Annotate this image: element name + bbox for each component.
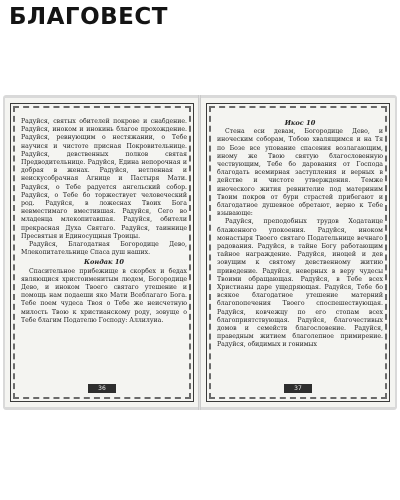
section-heading: Икос 10 [284, 119, 316, 127]
paragraph: Спасительное прибежище в скорбех и бедах являющися христоименитым людем, Богородице Дево, и иноком Твоего святаго утешение и помощь нам подаеши яко Мати Всеблагаго Бога. Тебе поем чудеса Твоя о Тебе же неисчетную милость Твою к христианскому роду, зовуще о Тебе благим Подателю Господу: Аллилуиа. [21, 267, 187, 324]
left-page-text [21, 118, 187, 381]
page-number: 36 [88, 384, 116, 393]
brand-logo: БЛАГОВЕСТ [9, 4, 168, 30]
right-page-text [217, 118, 383, 381]
page-number: 37 [284, 384, 312, 393]
paragraph: Радуйся, Благодатная Богородице Дево, Млекопитательнице Спаса душ наших. [21, 241, 187, 257]
paragraph: Радуйся, преподобных трудов Ходатаице блаженного упокоения. Радуйся, иноком монастыря Твоего святаго Подательнице вечнаго радования. Радуйся, в тайне Богу работающим тайное награждение. Радуйся, иноцей и дев зовущим к святому девственному житию приведение. Радуйся, неверных в веру чудесы Твоими обращающая. Радуйся, в Тебе всех Христианы даре ущедряющая. Радуйся, Тебе бо всякое благодатное утешение матерний благопопечения Твоего споспешествующая. Радуйся, ковчежцу по его стопам всех благоприятствующая. Радуйся, благочестивых домов и семейств благословение. Радуйся, праведным житием благолепное примирение. Радуйся, обидимых и гонимых [217, 218, 383, 349]
section-heading: Кондак 10 [84, 258, 124, 267]
right-page [201, 98, 395, 407]
paragraph: Стена еси девам, Богородице Дево, и иноческим соборам, Тобою хвалящимся и на Тя по Бозе все упование спасения возлагающим, иному же Твою святую благословенную чествующим, Тебе бо дарования от Господа благодать всемирная заступления и верных в действе и чистоте утверждения. Темже иноческого жития ревнителие под материним Твоим покров от бури страстей прибегают и благодатное душевное обретают, верно к Тебе взывающе: [217, 128, 383, 218]
paragraph: Радуйся, святых обителей покрове и снабдение. Радуйся, иноком и инокинь благое прохождение. Радуйся, ревнующим о нестяжании, о Тебе научися и чистоте присная Покровительнице. Радуйся, девственных полков святая Предводительнице. Радуйся, Едина непорочная и добрая в женах. Радуйся, нетленная и неискусобрачная Агнице и Пастыря Мати. Радуйся, о Тебе радуется ангельский собор. Радуйся, о Тебе бо торжествует человеческий род. Радуйся, в ложеснах Твоих Бога невместимаго вместившая. Радуйся, Сего во младенца млекопитавшая. Радуйся, обители прекрасная Духа Святаго. Радуйся, таиннице Пресвятыя и Единосущныя Троицы. [21, 118, 187, 240]
left-page [5, 98, 199, 407]
book-spread [3, 95, 397, 410]
